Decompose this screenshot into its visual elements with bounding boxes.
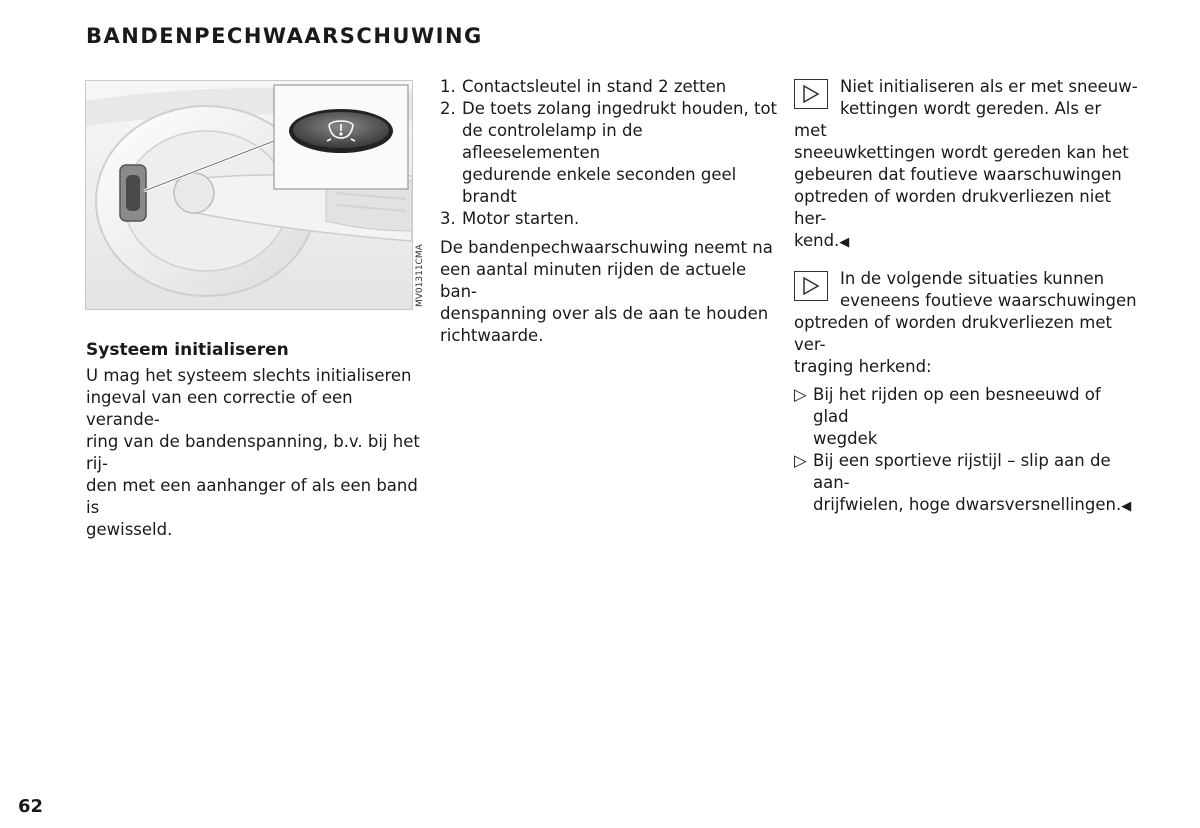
list-item: 2. De toets zolang ingedrukt houden, tot de controlelamp in de afleeselementen gedurende enkele seconden geel brandt: [440, 99, 778, 206]
end-mark-icon: ◀: [839, 235, 850, 250]
middle-column: [440, 76, 780, 347]
note-block: Niet initialiseren als er met sneeuw- kettingen wordt gereden. Als er met sneeuwkettingen wordt gereden kan het gebeuren dat foutieve waarschuwingen optreden of worden drukverliezen niet her- kend.◀: [794, 77, 1138, 250]
list-item: 1. Contactsleutel in stand 2 zetten: [440, 77, 727, 96]
steps-list: [440, 76, 780, 230]
note-block: In de volgende situaties kunnen eveneens foutieve waarschuwingen optreden of worden drukverliezen met ver- traging herkend:: [794, 269, 1137, 376]
left-column: [86, 338, 426, 541]
note-arrow-icon: [794, 271, 828, 301]
dashboard-illustration: [86, 81, 412, 309]
list-item: ▷ Bij het rijden op een besneeuwd of glad wegdek: [794, 385, 1101, 448]
page-title: BANDENPECHWAARSCHUWING: [86, 24, 483, 48]
right-column: [794, 76, 1139, 518]
situations-list: [794, 384, 1139, 518]
page-number: 62: [18, 796, 44, 817]
figure-code: MV01311CMA: [415, 244, 425, 307]
section-heading: Systeem initialiseren: [86, 340, 289, 360]
bullet-arrow-icon: ▷: [794, 451, 807, 470]
dashboard-figure: [85, 80, 413, 310]
left-paragraph: U mag het systeem slechts initialiseren ingeval van een correctie of een verande- ring van de bandenspanning, b.v. bij het rij- den met een aanhanger of als een band is gewisseld.: [86, 366, 420, 539]
list-item: ▷ Bij een sportieve rijstijl – slip aan de aan- drijfwielen, hoge dwarsversnellingen.◀: [794, 451, 1132, 514]
note-arrow-icon: [794, 79, 828, 109]
list-item: 3. Motor starten.: [440, 209, 580, 228]
middle-paragraph: De bandenpechwaarschuwing neemt na een aantal minuten rijden de actuele ban- denspanning over als de aan te houden richtwaarde.: [440, 238, 773, 345]
bullet-arrow-icon: ▷: [794, 385, 807, 404]
end-mark-icon: ◀: [1121, 499, 1132, 514]
